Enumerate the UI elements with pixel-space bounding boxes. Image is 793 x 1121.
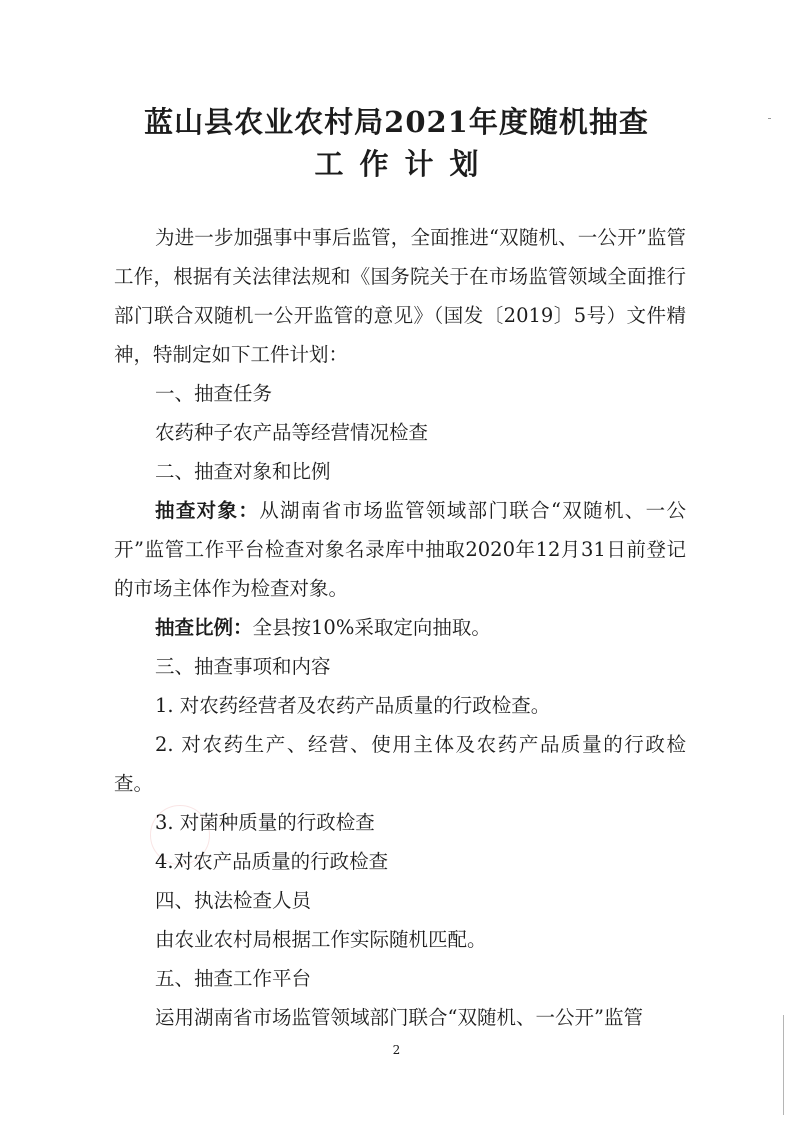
list-item-4: 4.对农产品质量的行政检查 bbox=[155, 850, 389, 873]
ratio-paragraph bbox=[114, 608, 686, 647]
list-item-2: 2. 对农药生产、经营、使用主体及农药产品质量的行政检查。 bbox=[114, 733, 686, 795]
section-heading-2: 二、抽查对象和比例 bbox=[155, 460, 331, 483]
section-heading-1: 一、抽查任务 bbox=[155, 382, 273, 405]
objects-paragraph bbox=[114, 491, 686, 608]
section-text-5: 运用湖南省市场监管领域部门联合“双随机、一公开”监管 bbox=[155, 1006, 643, 1029]
scan-edge-line bbox=[783, 1015, 784, 1115]
section-text-1: 农药种子农产品等经营情况检查 bbox=[155, 421, 429, 444]
list-item-1: 1. 对农药经营者及农药产品质量的行政检查。 bbox=[155, 694, 551, 717]
intro-paragraph: 为进一步加强事中事后监管，全面推进“双随机、一公开”监管工作，根据有关法律法规和《国务院关于在市场监管领域全面推行部门联合双随机一公开监管的意见》（国发〔2019〕5号）文件精神，特制定如下工件计划： bbox=[114, 226, 686, 366]
objects-text: 从湖南省市场监管领域部门联合“双随机、一公开”监管工作平台检查对象名录库中抽取2020年12月31日前登记的市场主体作为检查对象。 bbox=[114, 499, 686, 600]
section-heading-3: 三、抽查事项和内容 bbox=[155, 655, 331, 678]
section-heading-4: 四、执法检查人员 bbox=[155, 889, 312, 912]
ratio-text: 全县按10%采取定向抽取。 bbox=[252, 616, 491, 639]
page-number: 2 bbox=[392, 1043, 401, 1057]
ratio-label: 抽查比例： bbox=[155, 616, 253, 639]
document-title-line2: 工作计划 bbox=[314, 147, 495, 181]
objects-label: 抽查对象： bbox=[155, 499, 260, 522]
section-heading-5: 五、抽查工作平台 bbox=[155, 967, 312, 990]
document-body bbox=[114, 218, 686, 1037]
list-item-3: 3. 对菌种质量的行政检查 bbox=[155, 811, 375, 834]
document-title-line1: 蓝山县农业农村局2021年度随机抽查 bbox=[144, 105, 649, 139]
section-text-4: 由农业农村局根据工作实际随机匹配。 bbox=[155, 928, 487, 951]
